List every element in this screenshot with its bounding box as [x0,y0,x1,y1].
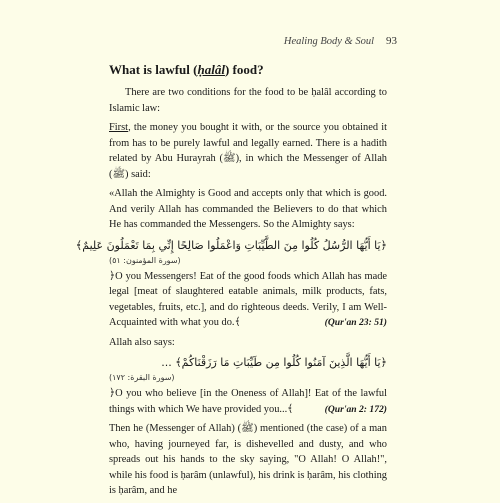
intro-paragraph: There are two conditions for the food to be ḥalâl according to Islamic law: [109,87,387,114]
verse1-arabic-reference: (سورة المؤمنون: ٥١) [109,255,181,265]
verse2-arabic-reference: (سورة البقرة: ١٧٢) [109,373,175,382]
page-header [0,36,500,52]
also-says-line: Allah also says: [109,336,175,348]
verse2-arabic: ﴿يَا أَيُّهَا الَّذِينَ آمَنُوا كُلُوا مِن طَيِّبَاتِ مَا رَزَقْنَاكُمْ﴾ ... [161,356,387,369]
page-content [75,62,387,503]
verse2-translation: ﴿O you who believe [in the Oneness of Allah]! Eat of the lawful things with which We have provided you...﴾ (Qur'an 2: 172) [109,386,387,417]
hadith-opening: «Allah the Almighty is Good and accepts only that which is good. And verily Allah has commanded the Believers to do that which He has commanded the Messengers. So the Almighty says: [109,188,387,230]
verse1-translation: ﴿O you Messengers! Eat of the good foods which Allah has made legal [meat of slaughtered eatable animals, milk products, fats, vegetables, fruits, etc.], and do righteous deeds. Verily, I am Well-Acquainted with what you do.﴾ (Qur'an 23: 51) [109,269,387,331]
section-heading: What is lawful (ḥalâl) food? [109,62,264,77]
first-condition-paragraph: First, the money you bought it with, or the source you obtained it from has to be purely lawful and legally earned. There is a hadith related by Abu Hurayrah (ﷺ), in which the Messenger of Allah (ﷺ) said: [109,122,387,180]
page-number: 93 [386,35,397,47]
verse1-arabic: ﴿يَا أَيُّهَا الرُّسُلُ كُلُوا مِنَ الطَّيِّبَاتِ وَاعْمَلُوا صَالِحًا إِنِّي بِمَا تَعْمَلُونَ عَلِيمٌ﴾ [75,238,387,252]
running-title: Healing Body & Soul [283,36,374,47]
closing-paragraph: Then he (Messenger of Allah) (ﷺ) mentioned (the case) of a man who, having journeyed far, is dishevelled and dusty, and who spreads out his hands to the sky saying, "O Allah! O Allah!", while his food is ḥarâm (unlawful), his drink is ḥarâm, his clothing is ḥarâm, and he [109,423,387,496]
verse2-reference: (Qur'an 2: 172) [324,403,387,415]
first-label: First [109,122,129,133]
verse1-reference: (Qur'an 23: 51) [324,317,387,328]
heading-term: ḥalâl [197,62,225,77]
